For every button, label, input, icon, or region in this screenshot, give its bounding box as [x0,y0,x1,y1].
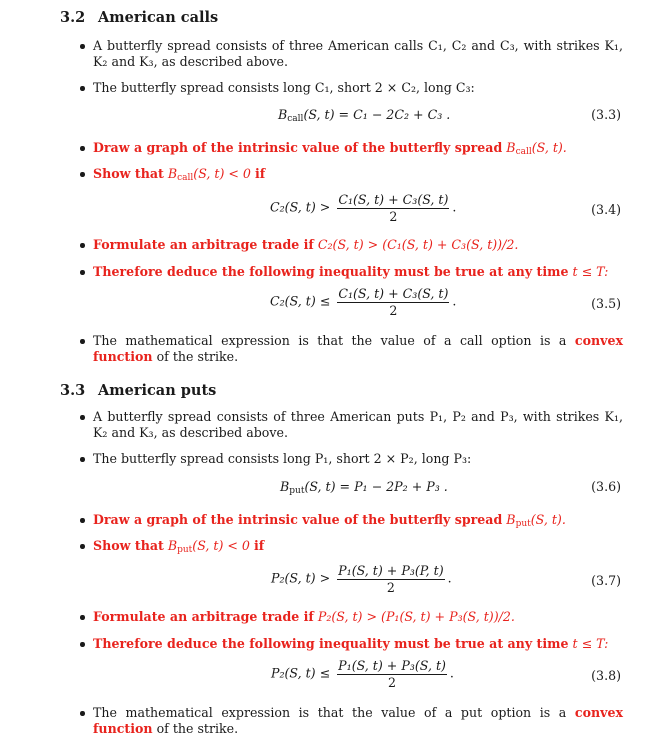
bullet-deduce-put [93,636,623,652]
bullet-text: Therefore deduce the following inequality must be true at any time [93,636,569,651]
bullet-text: The mathematical expression is that the value of a put option is a [93,705,567,720]
equation-3-5 [0,284,671,324]
equation-body: C₂(S, t) > $\frac{\text{C₁(S, t) + C₃(S, t)}}{2}$ . [270,192,457,224]
math-subscript: put [515,519,531,529]
equation-body [278,107,450,127]
highlight-convex-function: convex function [93,333,623,364]
bullet-text: Show that [93,538,164,553]
math-symbol: B [167,166,178,181]
equation-3-3 [0,104,671,144]
eq-subscript: put [289,486,305,496]
section-heading-3-2 [60,10,218,26]
bullet-math: t ≤ T: [572,264,609,279]
bullet-text-tail: of the strike. [156,349,239,364]
equation-number: (3.6) [591,479,621,494]
fraction-denominator: 2 [388,675,397,690]
math-args: (S, t). [530,512,566,527]
bullet-text: A butterfly spread consists of three American puts P₁, P₂ and P₃, with strikes K₁, K₂ and K₃, as described above. [93,409,623,440]
bullet-draw-graph-put [93,512,623,532]
bullet-draw-graph-call [93,140,623,160]
bullet-text: The mathematical expression is that the value of a call option is a [93,333,567,348]
math-args: (S, t). [531,140,567,155]
equation-body: C₂(S, t) ≤ $\frac{\text{C₁(S, t) + C₃(S, t)}}{2}$ . [270,286,457,318]
bullet-math [506,512,566,527]
fraction-numerator: P₁(S, t) + P₃(S, t) [338,658,446,673]
equation-3-7 [0,561,671,601]
equation-3-6 [0,476,671,516]
math-subscript: call [177,173,194,183]
bullet-show-that-call [93,166,623,186]
fraction [337,286,449,318]
section-heading-3-3 [60,383,216,399]
math-args: (S, t) < 0 [192,538,250,553]
fraction-denominator: 2 [389,303,398,318]
bullet-butterfly-puts-composition [93,451,623,467]
equation-number: (3.3) [591,107,621,122]
bullet-deduce-call [93,264,623,280]
math-symbol: B [506,512,516,527]
section-number: 3.3 [60,382,86,399]
bullet-text: Formulate an arbitrage trade if [93,237,314,252]
math-subscript: call [515,147,532,157]
eq-lhs: P₂(S, t) ≤ [271,665,331,681]
eq-lhs: C₂(S, t) > [270,199,331,215]
highlight-convex-function: convex function [93,705,623,736]
bullet-text-tail: if [254,166,266,181]
bullet-butterfly-calls-composition [93,80,623,96]
fraction [337,192,449,224]
equation-number: (3.7) [591,573,621,588]
eq-lhs: B [278,107,288,122]
bullet-math: C₂(S, t) > (C₁(S, t) + C₃(S, t))/2. [317,237,519,252]
bullet-text: The butterfly spread consists long C₁, short 2 × C₂, long C₃: [93,80,475,95]
bullet-show-that-put [93,538,623,558]
bullet-text-tail: if [253,538,265,553]
bullet-convex-put [93,705,623,737]
fraction-numerator: P₁(S, t) + P₃(P, t) [338,563,444,578]
fraction-numerator: C₁(S, t) + C₃(S, t) [338,192,449,207]
bullet-arbitrage-call [93,237,623,253]
bullet-text: Formulate an arbitrage trade if [93,609,314,624]
bullet-butterfly-calls-def [93,38,623,70]
bullet-arbitrage-put [93,609,623,625]
bullet-text: A butterfly spread consists of three American calls C₁, C₂ and C₃, with strikes K₁, K₂ and K₃, as described above. [93,38,623,69]
equation-body: P₂(S, t) > $\frac{\text{P₁(S, t) + P₃(P, t)}}{2}$ . [271,563,452,595]
eq-rhs: (S, t) = P₁ − 2P₂ + P₃ . [304,479,448,494]
eq-subscript: call [287,114,304,124]
bullet-text: Draw a graph of the intrinsic value of the butterfly spread [93,512,503,527]
equation-body [280,479,448,499]
fraction-numerator: C₁(S, t) + C₃(S, t) [338,286,449,301]
bullet-text-tail: of the strike. [156,721,239,736]
section-title: American calls [98,9,219,26]
math-symbol: B [506,140,516,155]
fraction-denominator: 2 [386,580,395,595]
eq-lhs: C₂(S, t) ≤ [270,293,331,309]
math-symbol: B [167,538,178,553]
eq-lhs: B [280,479,290,494]
math-args: (S, t) < 0 [193,166,251,181]
math-subscript: put [177,545,193,555]
fraction [337,563,445,595]
equation-3-8 [0,656,671,696]
equation-number: (3.4) [591,202,621,217]
bullet-math [168,538,250,553]
bullet-convex-call [93,333,623,365]
bullet-math [506,140,567,155]
equation-body: P₂(S, t) ≤ $\frac{\text{P₁(S, t) + P₃(S, t)}}{2}$ . [271,658,454,690]
section-number: 3.2 [60,9,86,26]
bullet-math: t ≤ T: [572,636,609,651]
bullet-butterfly-puts-def [93,409,623,441]
bullet-math: P₂(S, t) > (P₁(S, t) + P₃(S, t))/2. [317,609,515,624]
eq-lhs: P₂(S, t) > [271,570,331,586]
fraction-denominator: 2 [389,209,398,224]
fraction [337,658,447,690]
equation-3-4 [0,190,671,230]
eq-rhs: (S, t) = C₁ − 2C₂ + C₃ . [303,107,451,122]
section-title: American puts [98,382,217,399]
bullet-text: Draw a graph of the intrinsic value of the butterfly spread [93,140,503,155]
equation-number: (3.8) [591,668,621,683]
equation-number: (3.5) [591,296,621,311]
bullet-text: Therefore deduce the following inequality must be true at any time [93,264,569,279]
bullet-text: The butterfly spread consists long P₁, short 2 × P₂, long P₃: [93,451,472,466]
bullet-text: Show that [93,166,164,181]
bullet-math [168,166,251,181]
